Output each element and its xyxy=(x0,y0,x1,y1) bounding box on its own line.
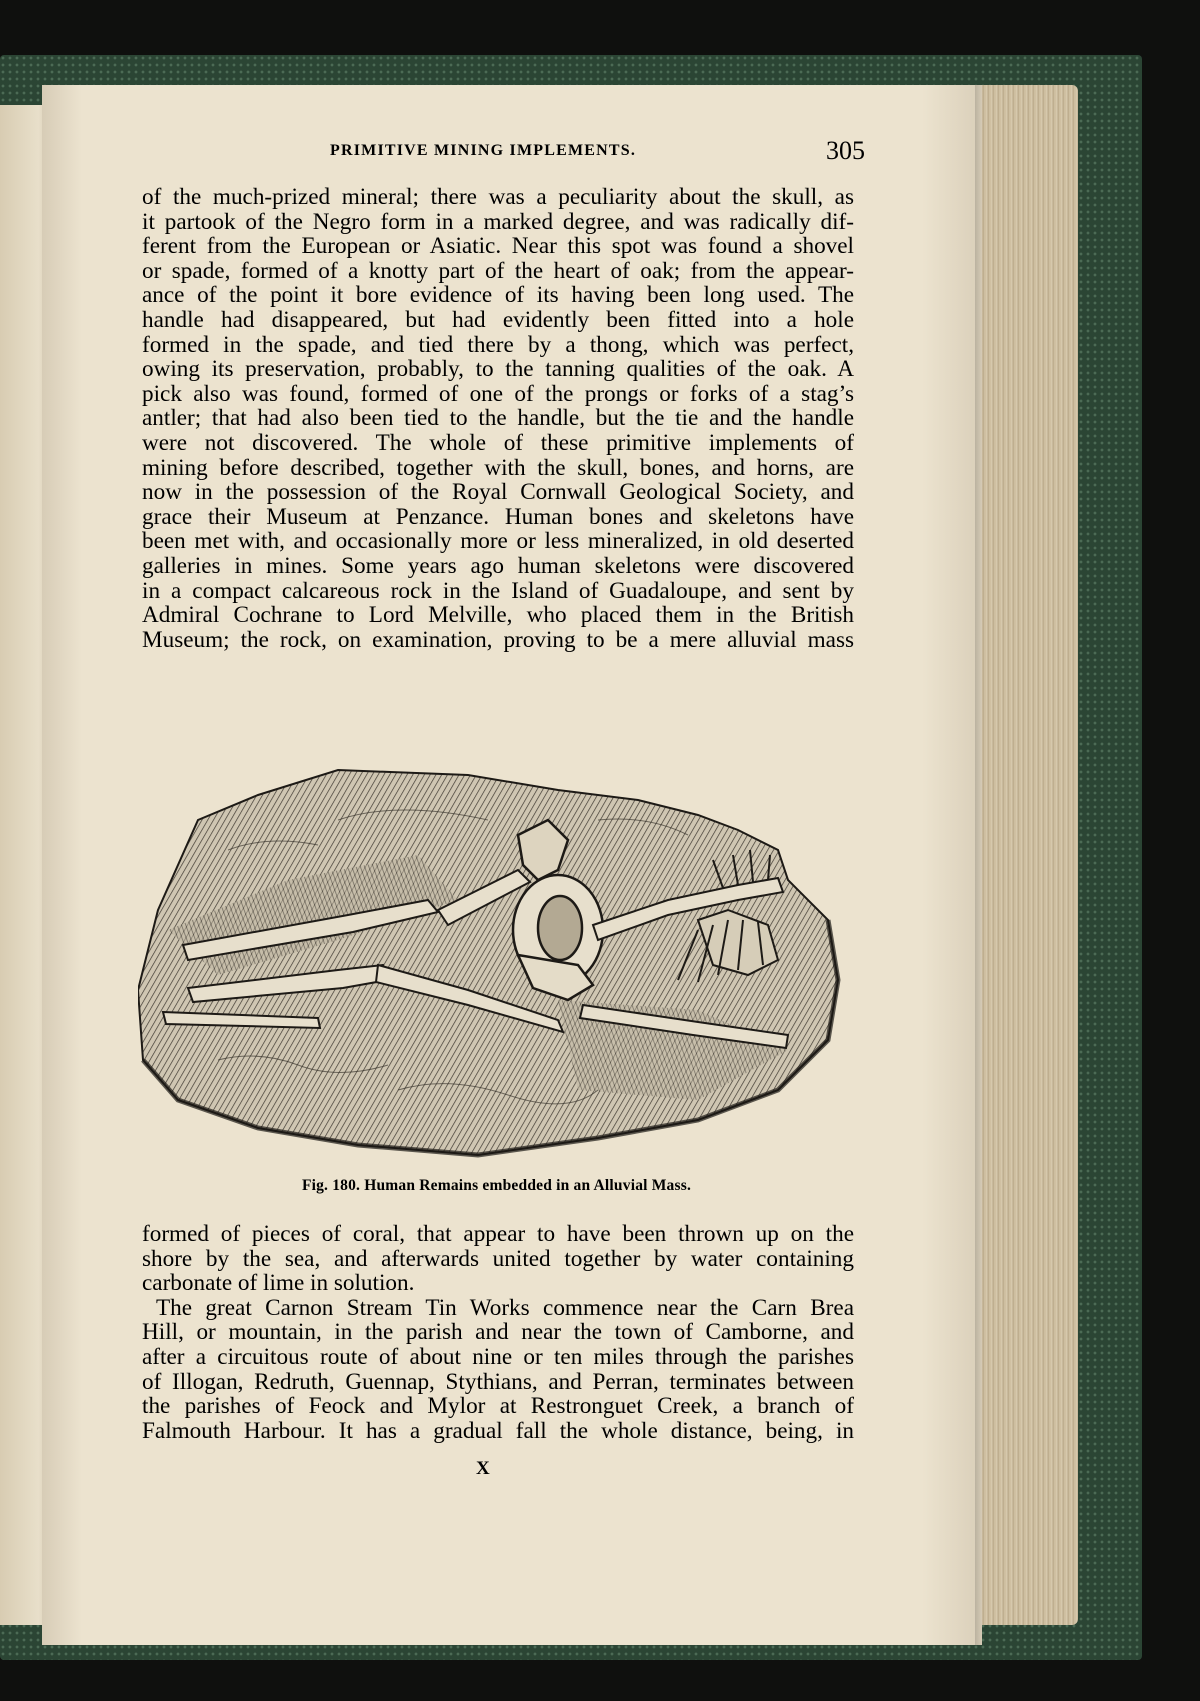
page-shadow xyxy=(975,85,983,1645)
text-line: now in the possession of the Royal Cornwall Geological Society, and xyxy=(142,479,854,506)
text-line: Museum; the rock, on examination, proving to be a mere alluvial mass xyxy=(142,626,854,653)
text-line: The great Carnon Stream Tin Works commence near the Carn Brea xyxy=(156,1294,854,1321)
text-line: ance of the point it bore evidence of its having been long used. The xyxy=(142,282,854,309)
text-line: Admiral Cochrane to Lord Melville, who placed them in the British xyxy=(142,602,854,629)
skeleton-engraving xyxy=(138,760,853,1160)
text-line: ferent from the European or Asiatic. Near this spot was found a shovel xyxy=(142,233,854,260)
text-line: formed in the spade, and tied there by a thong, which was perfect, xyxy=(142,331,854,358)
paragraph-2 xyxy=(142,1222,854,1443)
signature-mark: X xyxy=(476,1458,490,1479)
text-line: carbonate of lime in solution. xyxy=(142,1270,415,1297)
text-line: in a compact calcareous rock in the Island of Guadaloupe, and sent by xyxy=(142,577,854,604)
text-line: or spade, formed of a knotty part of the heart of oak; from the appear- xyxy=(142,257,854,284)
text-line: pick also was found, formed of one of the prongs or forks of a stag’s xyxy=(142,380,854,407)
text-line: of Illogan, Redruth, Guennap, Stythians, and Perran, terminates between xyxy=(142,1368,854,1395)
text-line: Falmouth Harbour. It has a gradual fall the whole distance, being, in xyxy=(142,1417,854,1444)
text-line: shore by the sea, and afterwards united together by water containing xyxy=(142,1245,854,1272)
text-line: mining before described, together with the skull, bones, and horns, are xyxy=(142,454,854,481)
text-line: galleries in mines. Some years ago human skeletons were discovered xyxy=(142,552,854,579)
running-head xyxy=(140,138,865,168)
text-line: of the much-prized mineral; there was a peculiarity about the skull, as xyxy=(142,184,854,210)
text-line: the parishes of Feock and Mylor at Restronguet Creek, a branch of xyxy=(142,1393,854,1420)
page-edges xyxy=(970,85,1078,1625)
text-line: after a circuitous route of about nine or ten miles through the parishes xyxy=(142,1343,854,1370)
text-line: grace their Museum at Penzance. Human bones and skeletons have xyxy=(142,503,854,530)
text-line: formed of pieces of coral, that appear to have been thrown up on the xyxy=(142,1221,854,1247)
page-number: 305 xyxy=(826,136,865,165)
paragraph-1 xyxy=(142,185,854,652)
running-title: PRIMITIVE MINING IMPLEMENTS. xyxy=(330,142,637,159)
text-line: handle had disappeared, but had evidently been fitted into a hole xyxy=(142,306,854,333)
figure-caption: Fig. 180. Human Remains embedded in an Alluvial Mass. xyxy=(301,1177,692,1194)
text-line: been met with, and occasionally more or less mineralized, in old deserted xyxy=(142,528,854,555)
text-line: it partook of the Negro form in a marked degree, and was radically dif- xyxy=(142,208,854,235)
text-line: were not discovered. The whole of these primitive implements of xyxy=(142,429,854,456)
text-line: antler; that had also been tied to the handle, but the tie and the handle xyxy=(142,405,854,432)
text-line: Hill, or mountain, in the parish and near the town of Camborne, and xyxy=(142,1319,854,1346)
text-line: owing its preservation, probably, to the tanning qualities of the oak. A xyxy=(142,356,854,383)
